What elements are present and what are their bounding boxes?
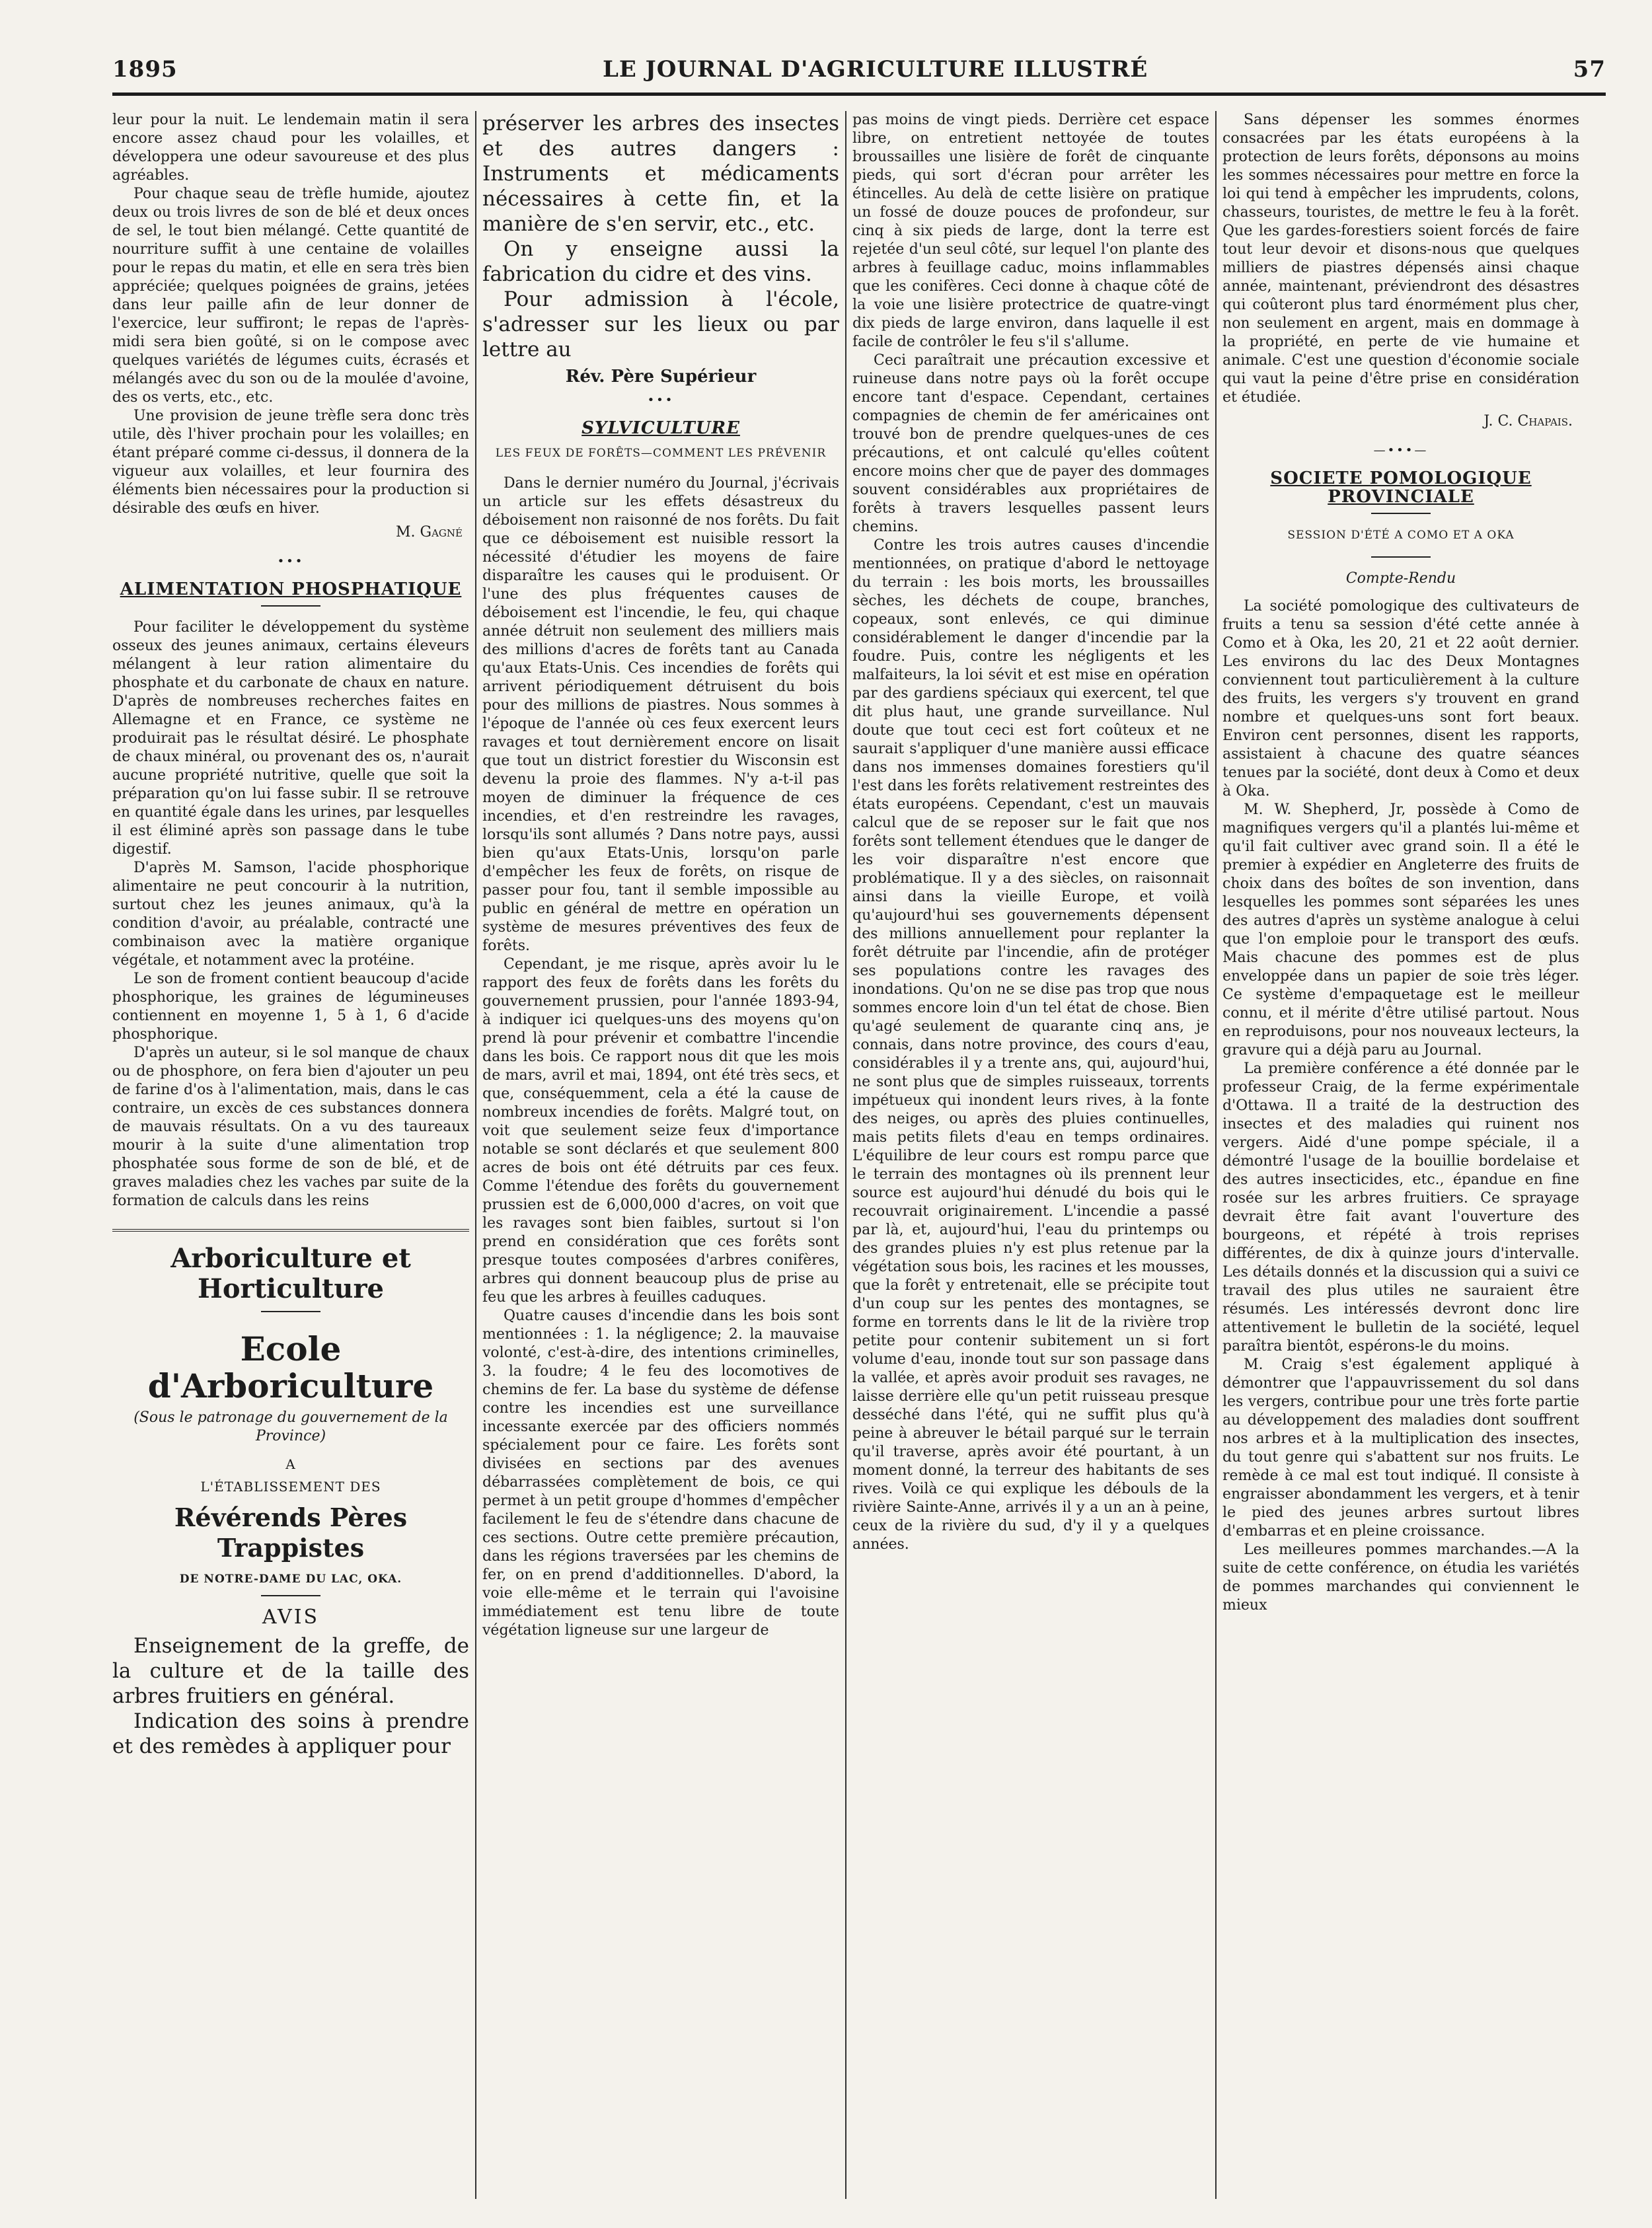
paragraph: D'après M. Samson, l'acide phosphorique alimentaire ne peut concourir à la nutrition, surtout chez les jeunes animaux, qu'à la condition d'avoir, au préalable, contracté une combinaison avec la matière organique végétale, et notamment avec la protéine.: [112, 860, 469, 969]
paragraph: pas moins de vingt pieds. Derrière cet espace libre, on entretient nettoyée de toutes broussailles une lisière de forêt de cinquante pieds, qui sort d'écran pour arrêter les étincelles. Au delà de cette lisière on pratique un fossé de douze pouces de profondeur, sur cinq à six pieds de large, dont la terre est rejetée d'un seul côté, sur lequel l'on plante des arbres à feuillage caduc, moins inflammables que les conifères. Ceci donne à chaque côté de la voie une lisière protectrice de quatre-vingt dix pieds de large environ, dans laquelle il est facile de contrôler le feu s'il s'allume.: [852, 112, 1209, 350]
paragraph: M. W. Shepherd, Jr, possède à Como de magnifiques vergers qu'il a plantés lui-même et qu'il fait cultiver avec grand soin. Il a été le premier à expédier en Angleterre des fruits de choix dans des boîtes de son invention, dans lesquelles les pommes sont séparées les unes des autres d'après un système analogue à celui que l'on emploie pour le transport des œufs. Mais chacune des pommes est de plus enveloppée dans un papier de soie très léger. Ce système d'empaquetage est le meilleur connu, et il mérite d'être utilisé partout. Nous en reproduisons, pour nos nouveaux lecteurs, la gravure qui a déjà paru au Journal.: [1222, 801, 1579, 1058]
ornament-divider: —•••—: [1373, 443, 1429, 457]
patronage-note: (Sous le patronage du gouvernement de la Province): [133, 1409, 448, 1444]
short-rule: [1371, 556, 1431, 558]
notice-continued: [482, 111, 839, 362]
header-title: LE JOURNAL D'AGRICULTURE ILLUSTRÉ: [603, 56, 1148, 83]
preposition: A: [285, 1456, 296, 1472]
paragraph: Pour faciliter le développement du système osseux des jeunes animaux, certains éleveurs mélangent à leur ration alimentaire du phosphate et du carbonate de chaux en nature. D'après de nombreuses recherches faites en Allemagne et en France, ce système ne produirait pas le résultat désiré. Le phosphate de chaux minéral, ou provenant des os, n'aurait aucune propriété nutritive, quelle que soit la préparation qu'on lui fasse subir. Il se retrouve en quantité égale dans les urines, par lesquelles il est éliminé après son passage dans le tube digestif.: [112, 619, 469, 858]
section-rule: [112, 1229, 469, 1232]
report-label: Compte-Rendu: [1345, 570, 1456, 587]
column-3: [852, 111, 1209, 2199]
location-label: DE NOTRE-DAME DU LAC, OKA.: [179, 1573, 402, 1586]
paragraph: Pour admission à l'école, s'adresser sur les lieux ou par lettre au: [482, 287, 839, 361]
paragraph: Dans le dernier numéro du Journal, j'écrivais un article sur les effets désastreux du déboisement non raisonné de nos forêts. Du fait que ce déboisement est nuisible ressort la nécessité d'étudier les moyens de faire disparaître les causes qui le produisent. Or l'une des plus fréquentes causes de déboisement est l'incendie, le feu, qui chaque année détruit non seulement des milliers mais des millions d'acres de forêts tant au Canada qu'aux Etats-Unis. Ces incendies de forêts qui arrivent périodiquement détruisent du bois pour des millions de piastres. Nous sommes à l'époque de l'année où ces feux exercent leurs ravages et tout dernièrement encore on lisait que tout un district forestier du Wisconsin est devenu la proie des flammes. N'y a-t-il pas moyen de diminuer la fréquence de ces incendies, et d'en restreindre les ravages, lorsqu'ils sont allumés ? Dans notre pays, aussi bien qu'aux Etats-Unis, lorsqu'on parle d'empêcher les feux de forêts, on risque de passer pour fou, tant il semble impossible au public en général de mettre en opération un système de mesures préventives des feux de forêts.: [482, 475, 839, 954]
paragraph: La société pomologique des cultivateurs de fruits a tenu sa session d'été cette année à Como et à Oka, les 20, 21 et 22 août dernier. Les environs du lac des Deux Montagnes conviennent tout particulièrement à la culture des fruits, les vergers s'y trouvent en grand nombre et quelques-uns sont fort beaux. Environ cent personnes, disent les rapports, assistaient à chacune des quatre séances tenues par la société, dont deux à Como et deux à Oka.: [1222, 598, 1579, 799]
paragraph: Contre les trois autres causes d'incendie mentionnées, on pratique d'abord le nettoyage du terrain : les bois morts, les broussailles sèches, les déchets de coupe, branches, copeaux, sont enlevés, ce qui diminue considérablement le danger d'incendie par la foudre. Puis, contre les négligents et les malfaiteurs, la loi sévit et est mise en opération par des gardiens spéciaux qui exercent, tel que dit plus haut, une grande surveillance. Nul doute que tout ceci est fort coûteux et ne saurait s'appliquer d'une manière aussi efficace dans nos immenses domaines forestiers qu'il l'est dans les forêts relativement restreintes des états européens. Cependant, c'est un mauvais calcul que de se reposer sur le fait que nos forêts sont tellement étendues que le danger de les voir disparaître n'est encore que problématique. Il y a des siècles, on raisonnait ainsi dans la vieille Europe, et voilà qu'aujourd'hui ses gouvernements dépensent des millions annuellement pour replanter la forêt détruite par l'incendie, afin de protéger ses populations contre les ravages des inondations. Qu'on ne se dise pas trop que nous sommes encore loin d'un tel état de chose. Bien qu'agé seulement de quarante cinq ans, je connais, dans notre province, des cours d'eau, considérables il y a trente ans, qui, aujourd'hui, ne sont plus que de simples ruisseaux, torrents impétueux qui inondent leurs rives, à la fonte des neiges, ou après des pluies continuelles, mais petits filets d'eau en temps ordinaires. L'équilibre de leur cours est rompu parce que le terrain des montagnes où ils prennent leur source est aujourd'hui dénudé du bois qui le recouvrait originairement. L'incendie a passé par là, et, aujourd'hui, l'eau du printemps ou des grandes pluies n'y est plus retenue par la végétation sous bois, les racines et les mousses, que la forêt y entretenait, elle se précipite tout d'un coup sur les pentes des montagnes, se forme en torrents dans le lit de la rivière trop petite pour contenir subitement un si fort volume d'eau, inonde tout sur son passage dans la vallée, et après avoir produit ses ravages, ne laisse derrière elle qu'un petit ruisseau presque desséché dans l'été, qui ne suffit plus qu'à peine à abreuver le bétail parqué sur le terrain qu'il traverse, après avoir été pourtant, à un moment donné, la terreur des habitants de ses rives. Voilà ce qui explique les débouls de la rivière Sainte-Anne, arrivés il y a un an à peine, ceux de la rivière du sud, d'y il y a quelques années.: [852, 537, 1209, 1553]
article-subheading: LES FEUX DE FORÊTS—COMMENT LES PRÉVENIR: [495, 447, 827, 460]
column-divider: [845, 111, 846, 2199]
establishment-label: L'ÉTABLISSEMENT DES: [200, 1479, 381, 1495]
notice-body: [112, 1633, 469, 1759]
column-1: [112, 111, 469, 2199]
header-year: 1895: [112, 56, 178, 83]
article-title: ALIMENTATION PHOSPHATIQUE: [120, 579, 462, 599]
short-rule: [261, 605, 320, 607]
header-rule: [112, 93, 1606, 96]
trappistes-title: Révérends Pères Trappistes: [174, 1503, 408, 1563]
ornament-divider: •••: [647, 393, 675, 407]
newspaper-page: [112, 46, 1606, 2207]
author-signature: M. Gagné: [396, 524, 463, 540]
paragraph: Quatre causes d'incendie dans les bois sont mentionnées : 1. la négligence; 2. la mauvaise volonté, c'est-à-dire, des intentions criminelles, 3. la foudre; 4 le feu des locomotives de chemins de fer. La base du système de défense contre les incendies est une surveillance incessante exercée par des officiers nommés spécialement pour ce faire. Les forêts sont divisées en sections par des avenues débarrassées complètement de bois, ce qui permet à un petit groupe d'hommes d'empêcher facilement le feu de s'étendre dans chacune de ces sections. Outre cette première précaution, dans les régions traversées par les chemins de fer, on en prend d'additionnelles. D'abord, la voie elle-même et le terrain qui l'avoisine immédiatement est tenu libre de toute végétation ligneuse sur une largeur de: [482, 1308, 839, 1639]
paragraph: M. Craig s'est également appliqué à démontrer que l'appauvrissement du sol dans les vergers, contribue pour une très forte partie au développement des maladies dont souffrent nos arbres et à la multiplication des insectes, du tout genre qui s'abattent sur nos fruits. Le remède à ce mal est tout indiqué. Il consiste à engraisser abondamment les vergers, et à tenir le pied des jeunes arbres surtout libres d'embarras et en pleine croissance.: [1222, 1356, 1579, 1540]
paragraph: On y enseigne aussi la fabrication du cidre et des vins.: [482, 237, 839, 286]
column-4: [1222, 111, 1579, 2199]
notice-heading: AVIS: [262, 1606, 320, 1629]
paragraph: Cependant, je me risque, après avoir lu le rapport des feux de forêts dans les forêts du gouvernement prussien, pour l'année 1893-94, à indiquer ici quelques-uns des moyens qu'on prend là pour prévenir et combattre l'incendie dans les bois. Ce rapport nous dit que les mois de mars, avril et mai, 1894, ont été très secs, et que, conséquemment, cela a été la cause de nombreux incendies de forêts. Malgré tout, on voit que seulement seize feux d'importance notable se sont déclarés et que seulement 800 acres de bois ont été détruits par ces feux. Comme l'étendue des forêts du gouvernement prussien est de 6,000,000 d'acres, on voit que les ravages sont bien faibles, surtout si l'on prend en considération que ces forêts sont presque toutes composées d'arbres conifères, arbres qui donnent beaucoup plus de prise au feu que les arbres à feuilles caduques.: [482, 956, 839, 1306]
short-rule: [261, 1311, 320, 1312]
header-page-number: 57: [1573, 56, 1606, 83]
paragraph: leur pour la nuit. Le lendemain matin il sera encore assez chaud pour les volailles, et développera une odeur savoureuse et des plus agréables.: [112, 112, 469, 184]
author-signature: J. C. Chapais.: [1483, 413, 1573, 429]
paragraph: Pour chaque seau de trèfle humide, ajoutez deux ou trois livres de son de blé et deux onces de sel, le tout bien mélangé. Cette quantité de nourriture suffit à une centaine de volailles pour le repas du matin, et elle en sera très bien appréciée; quelques poignées de grains, jetées dans leur paille afin de leur donner de l'exercice, leur suffiront; le repas de l'après-midi sera bien goûté, si on le compose avec quelques variétés de légumes cuits, écrasés et mélangés avec du son ou de la moulée d'avoine, des os verts, etc., etc.: [112, 186, 469, 406]
paragraph: Sans dépenser les sommes énormes consacrées par les états européens à la protection de leurs forêts, déponsons au moins les sommes nécessaires pour mettre en force la loi qui tend à empêcher les imprudents, colons, chasseurs, touristes, de mettre le feu à la forêt. Que les gardes-forestiers soient forcés de faire tout leur devoir et disons-nous que quelques milliers de piastres dépensés ainsi chaque année, maintenant, préviendront des désastres qui coûteront plus tard énormément plus cher, non seulement en argent, mais en dommage à la propriété, en perte de vie humaine et animale. C'est une question d'économie sociale qui vaut la peine d'être prise en considération et étudiée.: [1222, 112, 1579, 406]
addressee: Rév. Père Supérieur: [565, 367, 757, 387]
paragraph: Une provision de jeune trèfle sera donc très utile, dès l'hiver prochain pour les volailles; en étant préparé comme ci-dessus, il donnera de la vigueur aux volailles, et leur fournira des éléments bien nécessaires pour la production si désirable des œufs en hiver.: [112, 408, 469, 517]
school-title: Ecole d'Arboriculture: [147, 1329, 434, 1405]
paragraph: Les meilleures pommes marchandes.—A la suite de cette conférence, on étudia les variétés de pommes marchandes qui conviennent le mieux: [1222, 1541, 1579, 1614]
short-rule: [1371, 513, 1431, 514]
paragraph: Ceci paraîtrait une précaution excessive et ruineuse dans notre pays où la forêt occupe encore tant d'espace. Cependant, certaines compagnies de chemin de fer américaines ont trouvé bon de prendre quelques-unes de ces précautions, et ont calculé qu'elles coûtent encore moins cher que de payer des dommages souvent considérables aux propriétaires de forêts à travers lesquelles passent leurs chemins.: [852, 352, 1209, 535]
article-subheading: SESSION D'ÉTÉ A COMO ET A OKA: [1287, 529, 1515, 542]
page-header: [112, 46, 1606, 93]
paragraph: Le son de froment contient beaucoup d'acide phosphorique, les graines de légumineuses contiennent en moyenne 1, 5 à 1, 6 d'acide phosphorique.: [112, 971, 469, 1043]
paragraph: La première conférence a été donnée par le professeur Craig, de la ferme expérimentale d'Ottawa. Il a traité de la destruction des insectes et des maladies qui ruinent nos vergers. Aidé d'une pompe spéciale, il a démontré l'usage de la bouillie bordelaise et des autres insecticides, etc., épandue en fine rosée sur les arbres fruitiers. Ce sprayage devrait être fait avant l'ouverture des bourgeons, et répété à trois reprises différentes, de dix à quinze jours d'intervalle. Les détails donnés et la discussion qui a suivi ce travail des plus utiles ne sauraient être résumés. Les intéressés devront donc lire attentivement le bulletin de la société, lequel paraîtra bientôt, espérons-le du moins.: [1222, 1060, 1579, 1355]
column-divider: [1215, 111, 1217, 2199]
article-title: SOCIETE POMOLOGIQUE PROVINCIALE: [1270, 468, 1532, 507]
column-divider: [475, 111, 476, 2199]
ornament-divider: •••: [277, 554, 305, 568]
paragraph: D'après un auteur, si le sol manque de chaux ou de phosphore, on fera bien d'ajouter un peu de farine d'os à l'alimentation, mais, dans le cas contraire, un excès de ces substances donnera de mauvais résultats. On a vu des taureaux mourir à la suite d'une alimentation trop phosphatée sous forme de son de blé, et de graves maladies chez les vaches par suite de la formation de calculs dans les reins: [112, 1045, 469, 1209]
paragraph: préserver les arbres des insectes et des autres dangers : Instruments et médicaments nécessaires à cette fin, et la manière de s'en servir, etc., etc.: [482, 112, 839, 236]
paragraph: Indication des soins à prendre et des remèdes à appliquer pour: [112, 1709, 469, 1758]
column-2: [482, 111, 839, 2199]
short-rule: [261, 1595, 320, 1596]
paragraph: Enseignement de la greffe, de la culture et de la taille des arbres fruitiers en général.: [112, 1634, 469, 1708]
article-title: SYLVICULTURE: [582, 418, 740, 438]
section-title: Arboriculture et Horticulture: [170, 1243, 411, 1304]
